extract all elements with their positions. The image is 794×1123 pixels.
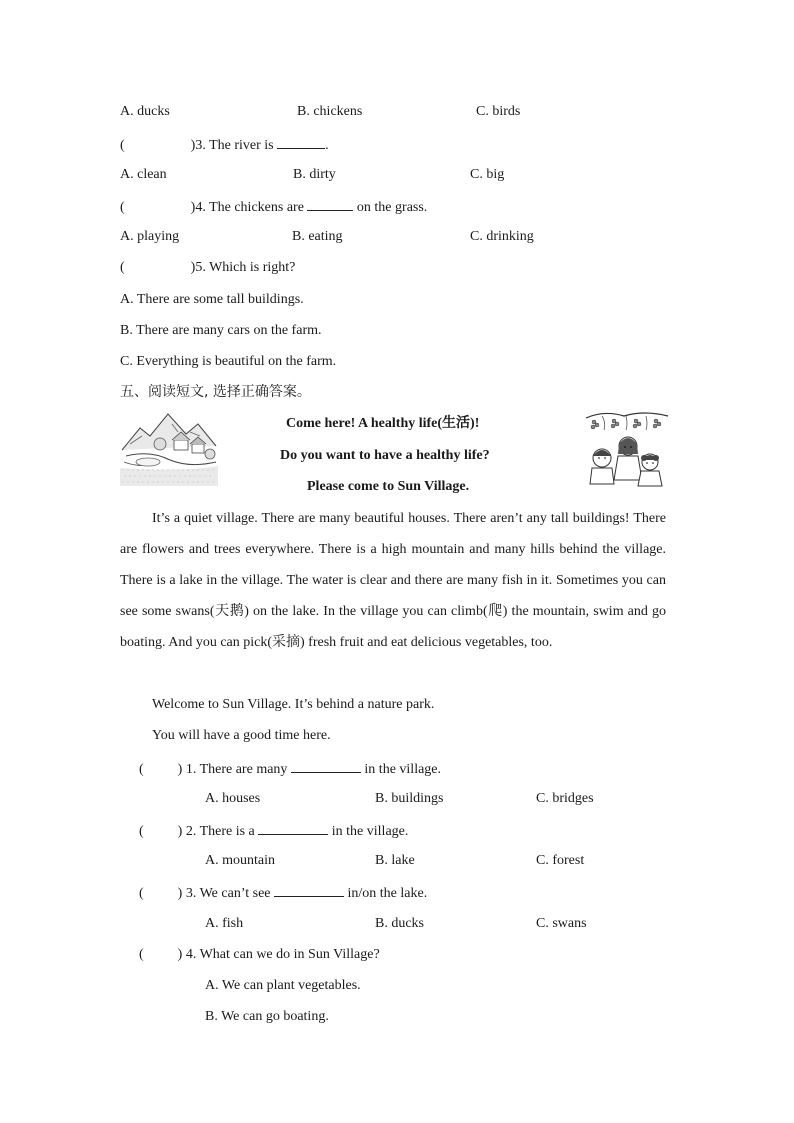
answer-blank[interactable] bbox=[307, 197, 353, 211]
reading-question-1: ( ) 1. There are many in the village. bbox=[139, 759, 441, 779]
passage-line-welcome: Welcome to Sun Village. It’s behind a nature park. bbox=[152, 697, 435, 712]
reading-question-3: ( ) 3. We can’t see in/on the lake. bbox=[139, 883, 427, 903]
rq2-option-a[interactable]: A. mountain bbox=[205, 853, 275, 868]
passage-paragraph: It’s a quiet village. There are many beautiful houses. There aren’t any tall buildings! There are flowers and trees everywhere. There is a high mountain and many hills behind the village. There is a lake in the village. The water is clear and there are many fish in it. Sometimes you can see some swans(天鹅) on the lake. In the village you can climb(爬) the mountain, swim and go boating. And you can pick(采摘) fresh fruit and eat delicious vegetables, too. bbox=[120, 511, 666, 650]
rq4-option-b[interactable]: B. We can go boating. bbox=[205, 1009, 329, 1024]
passage-title-1: Come here! A healthy life(生活)! bbox=[286, 416, 480, 431]
rq1-option-a[interactable]: A. houses bbox=[205, 791, 261, 806]
q4-option-c[interactable]: C. drinking bbox=[470, 229, 534, 244]
q3-option-b[interactable]: B. dirty bbox=[293, 167, 336, 182]
q5-option-c[interactable]: C. Everything is beautiful on the farm. bbox=[120, 354, 337, 369]
rq3-option-c[interactable]: C. swans bbox=[536, 916, 587, 931]
q2-option-b[interactable]: B. chickens bbox=[297, 104, 363, 119]
answer-blank[interactable] bbox=[291, 759, 361, 773]
passage-title-2: Do you want to have a healthy life? bbox=[280, 448, 490, 463]
rq4-option-a[interactable]: A. We can plant vegetables. bbox=[205, 978, 361, 993]
rq2-option-c[interactable]: C. forest bbox=[536, 853, 585, 868]
q3-option-a[interactable]: A. clean bbox=[120, 167, 167, 182]
passage-title-3: Please come to Sun Village. bbox=[307, 479, 470, 494]
rq3-option-b[interactable]: B. ducks bbox=[375, 916, 424, 931]
q4-option-b[interactable]: B. eating bbox=[292, 229, 343, 244]
question-5: ( )5. Which is right? bbox=[120, 260, 296, 275]
passage-line-good-time: You will have a good time here. bbox=[152, 728, 331, 743]
q2-option-c[interactable]: C. birds bbox=[476, 104, 521, 119]
rq1-option-c[interactable]: C. bridges bbox=[536, 791, 594, 806]
rq1-option-b[interactable]: B. buildings bbox=[375, 791, 444, 806]
answer-blank[interactable] bbox=[277, 135, 325, 149]
answer-blank[interactable] bbox=[258, 821, 328, 835]
rq2-option-b[interactable]: B. lake bbox=[375, 853, 415, 868]
q5-option-b[interactable]: B. There are many cars on the farm. bbox=[120, 323, 322, 338]
q3-option-c[interactable]: C. big bbox=[470, 167, 505, 182]
section-heading: 五、阅读短文, 选择正确答案。 bbox=[120, 384, 311, 400]
question-3: ( )3. The river is . bbox=[120, 135, 329, 155]
q4-option-a[interactable]: A. playing bbox=[120, 229, 180, 244]
answer-blank[interactable] bbox=[274, 883, 344, 897]
q5-option-a[interactable]: A. There are some tall buildings. bbox=[120, 292, 304, 307]
children-illustration bbox=[584, 408, 670, 488]
question-4: ( )4. The chickens are on the grass. bbox=[120, 197, 427, 217]
village-illustration bbox=[120, 410, 218, 486]
reading-question-2: ( ) 2. There is a in the village. bbox=[139, 821, 408, 841]
rq3-option-a[interactable]: A. fish bbox=[205, 916, 244, 931]
reading-question-4: ( ) 4. What can we do in Sun Village? bbox=[139, 947, 380, 962]
q2-option-a[interactable]: A. ducks bbox=[120, 104, 170, 119]
